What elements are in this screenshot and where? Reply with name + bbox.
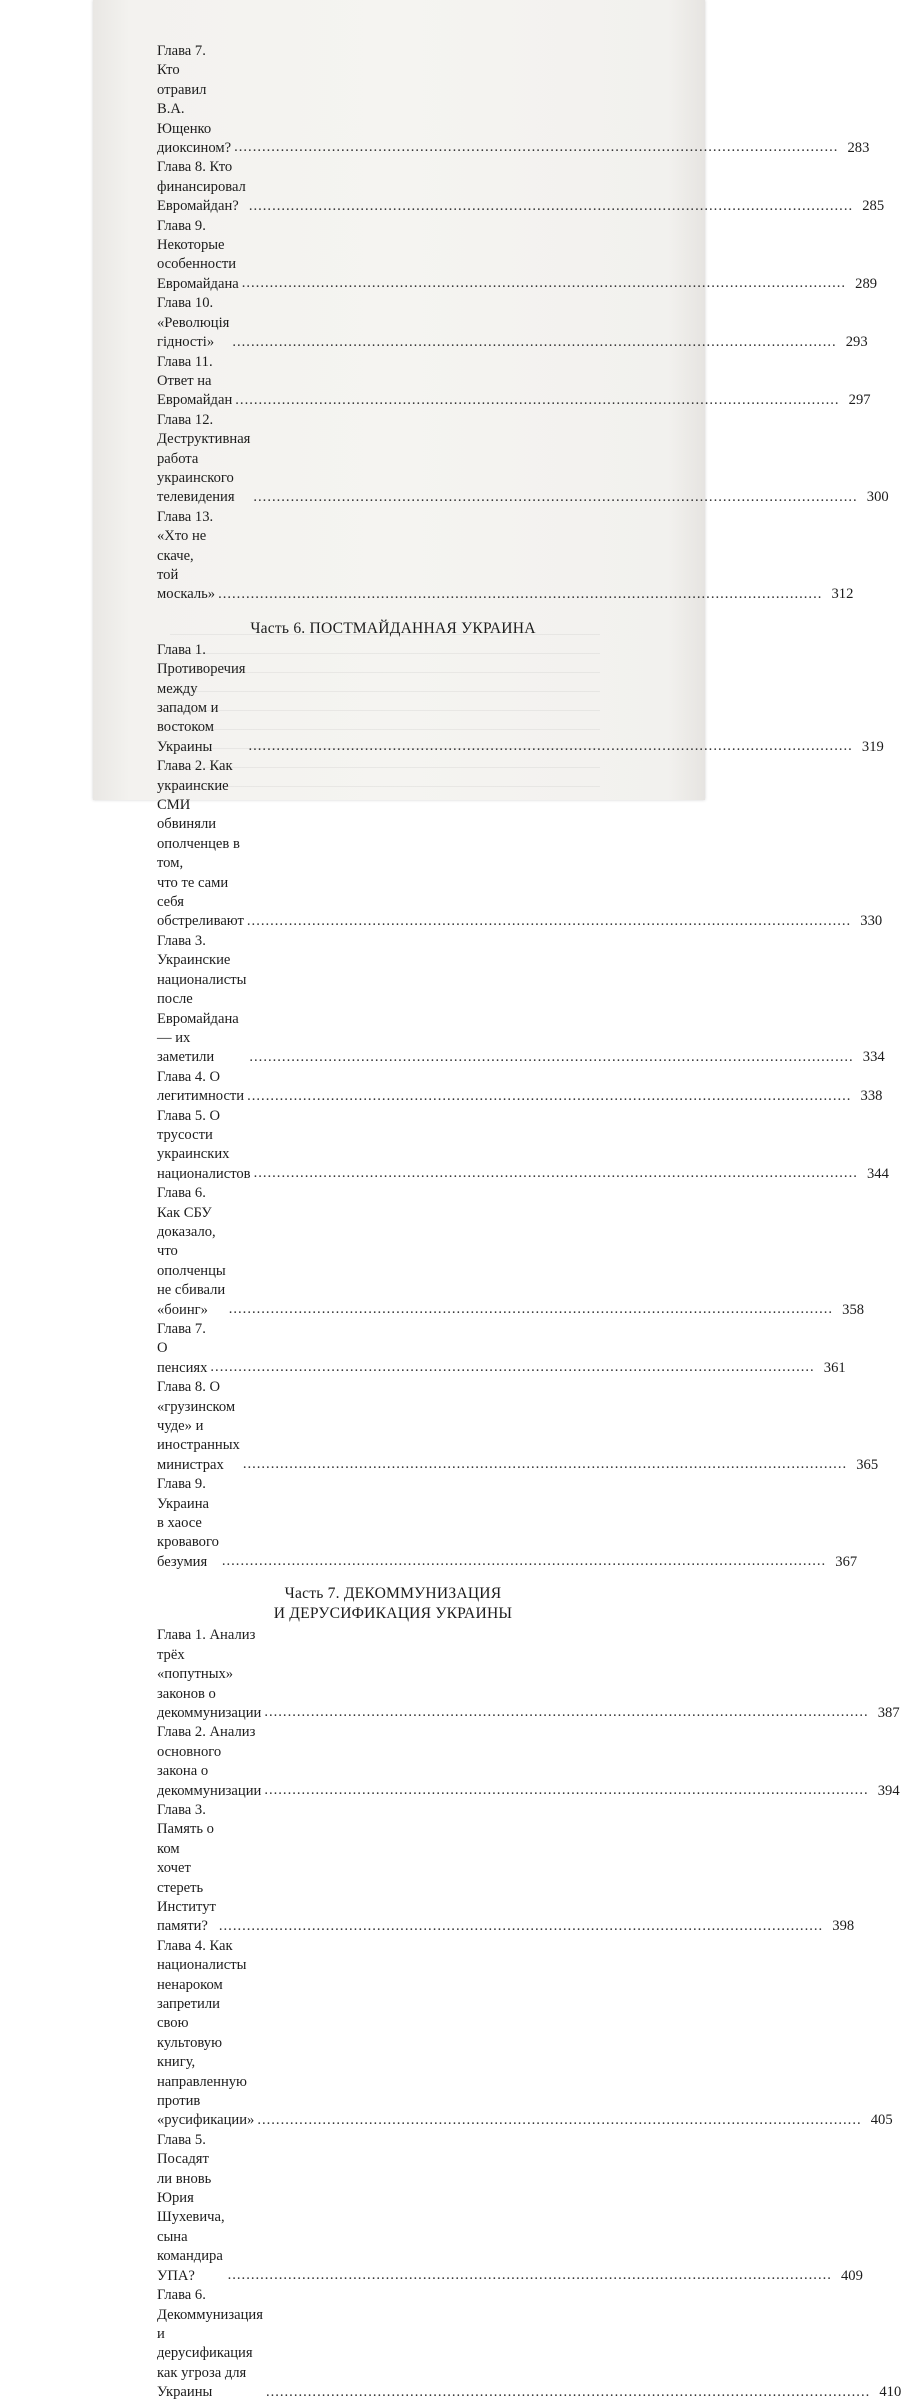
toc-entry xyxy=(157,1378,879,1475)
toc-entry xyxy=(157,2286,901,2402)
toc-entry-title: Глава 6. Как СБУ доказало, что ополченцы не сбивали «боинг» xyxy=(157,1185,226,1318)
toc-entry-page: 358 xyxy=(842,1301,865,1318)
toc-entry xyxy=(157,294,868,352)
toc-entry xyxy=(157,1184,865,1320)
toc-entry-title: Глава 9. Украина в хаосе кровавого безумия xyxy=(157,1476,219,1570)
leader-dots: .................................................................................................................................. xyxy=(253,1165,858,1182)
toc-entry-page: 361 xyxy=(823,1359,846,1376)
toc-entry-title: Глава 3. Память о ком хочет стереть Институт памяти? xyxy=(157,1801,216,1935)
toc-entry-title: Глава 3. Украинские националисты после Евромайдана — их заметили xyxy=(157,932,247,1066)
leader-dots: .................................................................................................................................. xyxy=(228,1301,834,1317)
toc-entry-page: 319 xyxy=(861,738,884,755)
toc-entry xyxy=(157,158,885,216)
leader-dots: .................................................................................................................................. xyxy=(248,197,854,214)
part-6-heading: Часть 6. ПОСТМАЙДАННАЯ УКРАИНА xyxy=(250,619,536,637)
toc-entry xyxy=(157,1626,900,1723)
leader-dots: .................................................................................................................................. xyxy=(264,1704,869,1721)
leader-dots: .................................................................................................................................. xyxy=(246,912,852,929)
leader-dots: .................................................................................................................................. xyxy=(218,585,823,602)
leader-dots: .................................................................................................................................. xyxy=(218,1917,824,1934)
toc-entry-title: Глава 4. О легитимности xyxy=(157,1068,245,1105)
toc-entry xyxy=(157,1107,889,1185)
leader-dots: .................................................................................................................................. xyxy=(235,391,840,408)
part-7-heading: Часть 7. ДЕКОММУНИЗАЦИЯ И ДЕРУСИФИКАЦИЯ УКРАИНЫ xyxy=(273,1585,513,1623)
toc-entry xyxy=(157,1320,846,1378)
toc-entry-title: Глава 13. «Хто не скаче, той москаль» xyxy=(157,508,216,603)
toc-entry-page: 289 xyxy=(855,275,878,292)
toc-entry-title: Глава 12. Деструктивная работа украинского телевидения xyxy=(157,411,251,506)
toc-entry-title: Глава 10. «Революцiя гiдностi» xyxy=(157,295,230,351)
toc-entry-page: 285 xyxy=(862,198,885,215)
toc-entry-title: Глава 7. О пенсиях xyxy=(157,1321,208,1376)
toc-entry-title: Глава 8. Кто финансировал Евромайдан? xyxy=(157,159,246,215)
toc-entry xyxy=(157,353,871,411)
leader-dots: .................................................................................................................................. xyxy=(248,738,853,755)
toc-entry xyxy=(157,411,889,508)
toc-entry xyxy=(157,641,884,757)
toc-entry-page: 365 xyxy=(856,1456,879,1473)
toc-entry xyxy=(157,757,883,932)
toc-entry-title: Глава 11. Ответ на Евромайдан xyxy=(157,353,233,409)
toc-entry-page: 410 xyxy=(879,2384,901,2401)
leader-dots: .................................................................................................................................. xyxy=(249,1048,854,1065)
toc-entry-page: 297 xyxy=(848,392,871,409)
toc-entry xyxy=(157,508,854,605)
leader-dots: .................................................................................................................................. xyxy=(265,2383,871,2400)
leader-dots: .................................................................................................................................. xyxy=(210,1359,815,1376)
leader-dots: .................................................................................................................................. xyxy=(253,488,858,505)
toc-entry-page: 394 xyxy=(877,1782,900,1799)
leader-dots: .................................................................................................................................. xyxy=(264,1781,869,1798)
toc-entry-page: 312 xyxy=(831,586,854,603)
toc-entry xyxy=(157,2131,863,2286)
toc-entry-title: Глава 2. Как украинские СМИ обвиняли ополченцев в том, что те сами себя обстреливают xyxy=(157,758,244,930)
toc-entry-page: 283 xyxy=(847,140,870,157)
toc-entry-page: 330 xyxy=(860,913,883,930)
toc-entry-page: 334 xyxy=(862,1049,885,1066)
toc-entry-page: 367 xyxy=(835,1553,858,1570)
leader-dots: .................................................................................................................................. xyxy=(221,1553,827,1570)
leader-dots: .................................................................................................................................. xyxy=(234,139,839,156)
leader-dots: .................................................................................................................................. xyxy=(227,2267,832,2284)
toc-entry xyxy=(157,1801,855,1937)
toc-entry xyxy=(157,217,878,295)
toc-entry-page: 387 xyxy=(877,1704,900,1721)
toc-entry xyxy=(157,1068,883,1107)
table-of-contents xyxy=(157,42,901,2403)
toc-entry xyxy=(157,1723,900,1801)
toc-entry xyxy=(157,1475,858,1572)
toc-entry-title: Глава 5. Посадят ли вновь Юрия Шухевича, сына командира УПА? xyxy=(157,2131,225,2284)
toc-entry-title: Глава 6. Декоммунизация и дерусификация как угроза для Украины xyxy=(157,2287,263,2401)
toc-entry xyxy=(157,1937,893,2131)
toc-entry-title: Глава 1. Противоречия между западом и востоком Украины xyxy=(157,641,246,755)
toc-entry-title: Глава 8. О «грузинском чуде» и иностранных министрах xyxy=(157,1379,240,1473)
toc-entry-title: Глава 5. О трусости украинских националистов xyxy=(157,1107,251,1182)
toc-entry-title: Глава 7. Кто отравил В.А. Ющенко диоксином? xyxy=(157,43,232,157)
toc-entry-page: 300 xyxy=(866,489,889,506)
toc-entry-page: 398 xyxy=(832,1918,855,1935)
toc-entry-page: 293 xyxy=(845,334,868,351)
leader-dots: .................................................................................................................................. xyxy=(232,333,837,350)
toc-entry-page: 338 xyxy=(860,1088,883,1105)
leader-dots: .................................................................................................................................. xyxy=(241,275,847,292)
toc-entry-title: Глава 2. Анализ основного закона о декоммунизации xyxy=(157,1724,262,1799)
leader-dots: .................................................................................................................................. xyxy=(247,1087,852,1104)
toc-entry-title: Глава 1. Анализ трёх «попутных» законов о декоммунизации xyxy=(157,1627,262,1721)
toc-entry-title: Глава 9. Некоторые особенности Евромайдана xyxy=(157,217,239,292)
leader-dots: .................................................................................................................................. xyxy=(257,2111,862,2128)
leader-dots: .................................................................................................................................. xyxy=(242,1456,848,1473)
toc-entry xyxy=(157,42,870,158)
toc-entry-title: Глава 4. Как националисты ненароком запретили свою культовую книгу, направленную против «русификации» xyxy=(157,1937,255,2129)
toc-entry xyxy=(157,932,885,1068)
toc-entry-page: 405 xyxy=(870,2112,893,2129)
toc-entry-page: 409 xyxy=(841,2267,863,2284)
toc-entry-page: 344 xyxy=(866,1165,889,1182)
